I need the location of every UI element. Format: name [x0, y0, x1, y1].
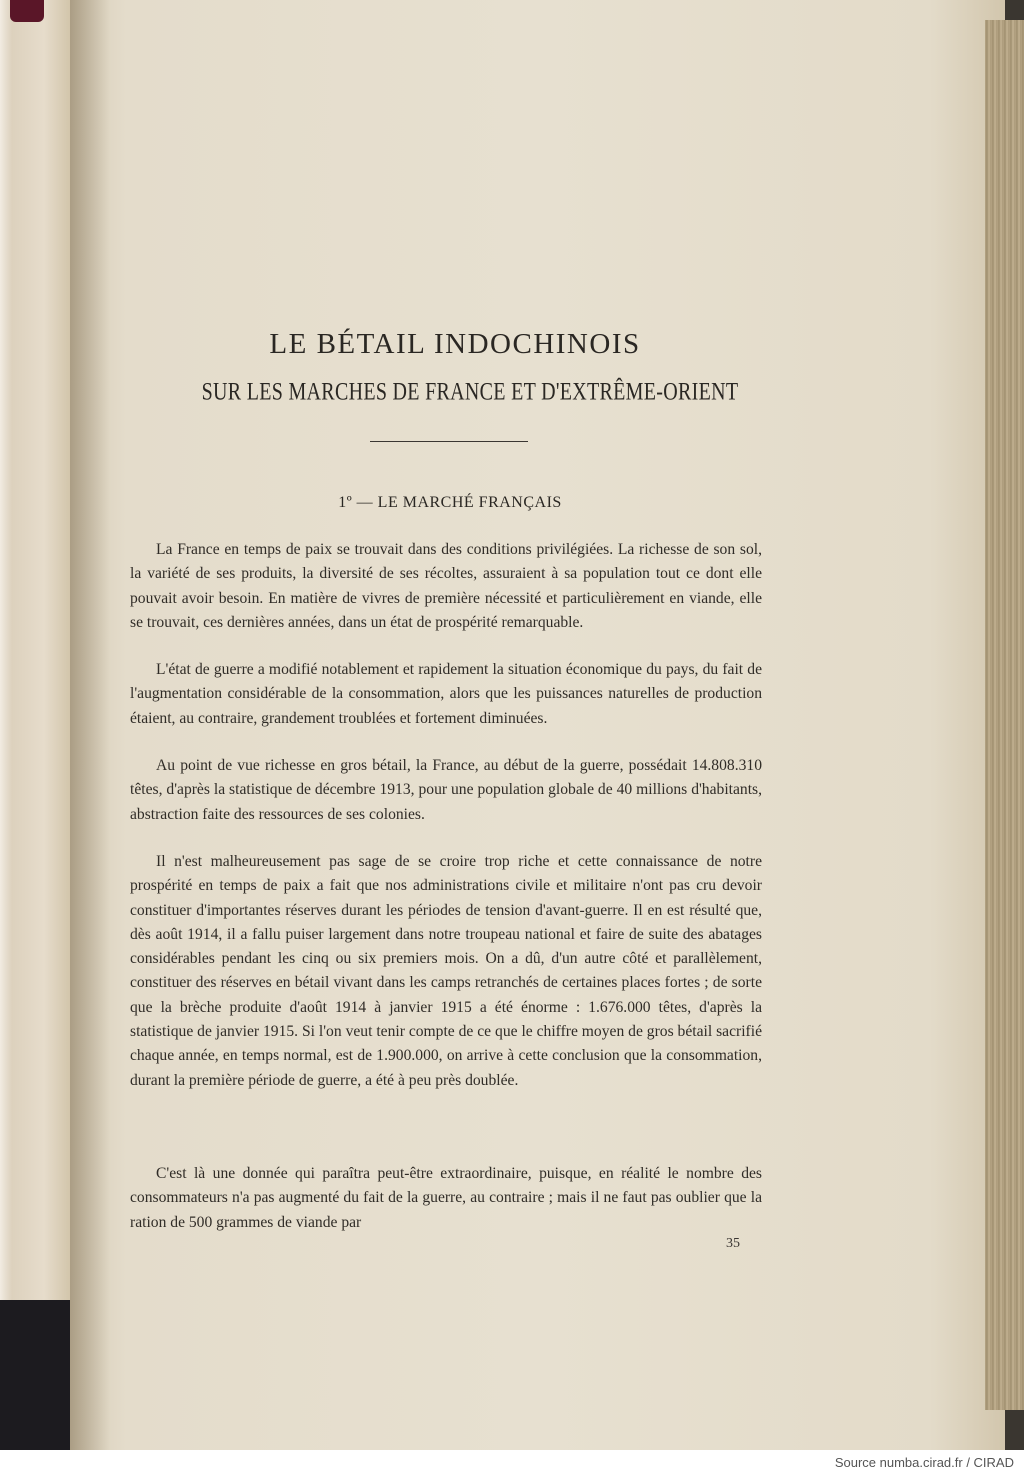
article-title: LE BÉTAIL INDOCHINOIS	[269, 328, 641, 360]
paragraph: C'est là une donnée qui paraîtra peut-être extraordinaire, puisque, en réalité le nombre des consommateurs n'a pas augmenté du fait de la guerre, au contraire ; mais il ne faut pas oublier que la ration de 500 grammes de viande par	[130, 1165, 762, 1231]
paragraph: La France en temps de paix se trouvait dans des conditions privilégiées. La richesse de son sol, la variété de ses produits, la diversité de ses récoltes, assuraient à sa population tout ce dont elle pouvait avoir besoin. En matière de vivres de première nécessité et particulièrement en viande, elle se trouvait, ces dernières années, dans un état de prospérité remarquable.	[130, 541, 762, 631]
paragraph: Il n'est malheureusement pas sage de se croire trop riche et cette connaissance de notre prospérité en temps de paix a fait que nos administrations civile et militaire n'ont pas cru devoir constituer d'importantes réserves durant les périodes de tension d'avant-guerre. Il en est résulté que, dès août 1914, il a fallu puiser largement dans notre troupeau national et faire de suite des abatages considérables pendant les cinq ou six premiers mois. On a dû, d'un autre côté et parallèlement, constituer des réserves en bétail vivant dans les camps retranchés de certaines places fortes ; de sorte que la brèche produite d'août 1914 à janvier 1915 a été énorme : 1.676.000 têtes, d'après la statistique de janvier 1915. Si l'on veut tenir compte de ce que le chiffre moyen de gros bétail sacrifié chaque année, en temps normal, est de 1.900.000, on arrive à cette conclusion que la consommation, durant la première période de guerre, a été à peu près doublée.	[130, 853, 762, 1089]
section-heading: 1º — LE MARCHÉ FRANÇAIS	[338, 494, 562, 511]
article-subtitle: SUR LES MARCHES DE FRANCE ET D'EXTRÊME-ORIENT	[201, 378, 739, 406]
paragraph: L'état de guerre a modifié notablement et rapidement la situation économique du pays, du fait de l'augmentation considérable de la consommation, alors que les puissances naturelles de production étaient, au contraire, grandement troublées et fortement diminuées.	[130, 661, 762, 727]
source-credit: Source numba.cirad.fr / CIRAD	[834, 1455, 1014, 1470]
title-divider	[370, 441, 528, 442]
paragraph: Au point de vue richesse en gros bétail, la France, au début de la guerre, possédait 14.808.310 têtes, d'après la statistique de décembre 1913, pour une population globale de 40 millions d'habitants, abstraction faite des ressources de ses colonies.	[130, 757, 762, 823]
page-number: 35	[726, 1236, 740, 1251]
